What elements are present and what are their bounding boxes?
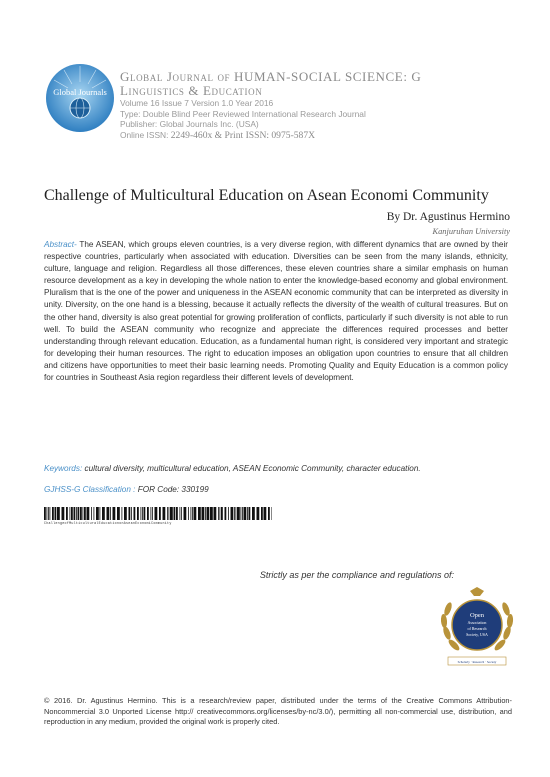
barcode-bar bbox=[244, 507, 247, 520]
barcode-bar bbox=[225, 507, 227, 520]
barcode-bar bbox=[176, 507, 178, 520]
barcode-bar bbox=[78, 507, 80, 520]
classification-label: GJHSS-G Classification : bbox=[44, 485, 136, 494]
barcode-bar bbox=[62, 507, 65, 520]
article-author: By Dr. Agustinus Hermino bbox=[386, 211, 510, 223]
barcode-bar bbox=[74, 507, 76, 520]
author-affiliation: Kanjuruhan University bbox=[432, 227, 510, 236]
barcode-bar bbox=[52, 507, 54, 520]
barcode-bar bbox=[184, 507, 187, 520]
barcode-bar bbox=[218, 507, 219, 520]
barcode-bar bbox=[57, 507, 60, 520]
barcode-bar bbox=[144, 507, 146, 520]
barcode-bar bbox=[102, 507, 105, 520]
seal-line-1: Open bbox=[469, 612, 485, 619]
barcode-bar bbox=[71, 507, 73, 520]
barcode-bar bbox=[141, 507, 142, 520]
barcode-bar bbox=[249, 507, 251, 520]
abstract bbox=[44, 239, 508, 384]
online-issn: 2249-460x bbox=[170, 129, 213, 141]
keywords-label: Keywords: bbox=[44, 464, 83, 473]
global-journals-logo bbox=[44, 62, 116, 134]
barcode-bar bbox=[174, 507, 176, 520]
barcode-bar bbox=[113, 507, 116, 520]
journal-name: Global Journal of HUMAN-SOCIAL SCIENCE: G bbox=[120, 69, 422, 84]
barcode-bar bbox=[207, 507, 210, 520]
barcode-bar bbox=[264, 507, 267, 520]
barcode-bar bbox=[170, 507, 173, 520]
journal-header bbox=[120, 70, 520, 141]
barcode-bar bbox=[142, 507, 143, 520]
barcode-bar bbox=[94, 507, 95, 520]
logo-text: Global Journals bbox=[53, 87, 107, 97]
barcode-bar bbox=[84, 507, 86, 520]
barcode-bar bbox=[180, 507, 181, 520]
barcode-text: ChallengeofMulticulturalEducationonAseanEconomiCommunity bbox=[44, 521, 172, 525]
journal-volume: Volume 16 Issue 7 Version 1.0 Year 2016 bbox=[120, 98, 274, 108]
barcode-bar bbox=[237, 507, 240, 520]
barcode-bar bbox=[159, 507, 161, 520]
barcode-bar bbox=[220, 507, 221, 520]
seal-line-3: of Research bbox=[467, 626, 487, 631]
barcode-bar bbox=[107, 507, 110, 520]
barcode-bar bbox=[272, 507, 273, 520]
barcode-bar bbox=[100, 507, 101, 520]
classification-code: FOR Code: 330199 bbox=[137, 485, 209, 494]
barcode-bar bbox=[214, 507, 217, 520]
barcode-bar bbox=[194, 507, 197, 520]
barcode-bar bbox=[151, 507, 152, 520]
barcode-bar bbox=[134, 507, 136, 520]
seal-ribbon-text: Scholarly · Research · Society bbox=[457, 660, 497, 664]
barcode-bar bbox=[231, 507, 234, 520]
barcode-bar bbox=[210, 507, 213, 520]
abstract-text: The ASEAN, which groups eleven countries, is a very diverse region, with different dynamics that are owned by their respective countries, particularly when associated with education. Diversities can be seen from the many islands, ethnicity, culture, language and religion. Regardless all those differences, these eleven countries share a similar emphasis on human resource development as a key in developing the whole nation to enter the knowledge-based economy and global environment. Pluralism that is the one of the power and uniqueness in the ASEAN economic community that can be interpreted as diversity in unity. Diversity, on the one hand is a blessing, because it actually reflects the diversity of the wealth of cultural treasures. But on the other hand, diversity is also great potential for growing proliferation of conflicts, particularly if such diversity is not able to run well. To build the ASEAN community who recognize and appreciate the differences required processes and better understanding through relevant education. Education, as a fundamental human right, is considered very important and strategic for developing their human resources. The right to education imposes an obligation upon countries to ensure that all children and citizens have opportunities to meet their basic learning needs. Promoting Quality and Equity Education is a common policy for countries in Southeast Asia region regardless their different levels of development. bbox=[44, 240, 508, 383]
license-text: © 2016. Dr. Agustinus Hermino. This is a research/review paper, distributed under the terms of the Creative Commons Attribution-Noncommercial 3.0 Unported License http:// creativecommons.org/licenses/by-nc/3.0/), permitting all non-commercial use, distribution, and reproduction in any medium, provided the original work is properly cited. bbox=[44, 696, 512, 727]
barcode-bar bbox=[70, 507, 71, 520]
barcode-bar bbox=[228, 507, 229, 520]
barcode-bar bbox=[131, 507, 132, 520]
barcode-bar bbox=[152, 507, 153, 520]
barcode-bar bbox=[124, 507, 127, 520]
article-title: Challenge of Multicultural Education on Asean Economi Community bbox=[44, 187, 489, 204]
barcode-bar bbox=[192, 507, 193, 520]
barcode-bar bbox=[221, 507, 223, 520]
barcode-bar bbox=[257, 507, 260, 520]
seal-line-2: Association bbox=[467, 620, 487, 625]
print-issn: 0975-587X bbox=[271, 129, 316, 141]
barcode-bar bbox=[48, 507, 49, 520]
seal-line-4: Society, USA bbox=[466, 632, 488, 637]
barcode-bar bbox=[241, 507, 242, 520]
barcode-bar bbox=[55, 507, 57, 520]
barcode-bar bbox=[122, 507, 123, 520]
keywords bbox=[44, 464, 514, 473]
barcode bbox=[44, 507, 272, 520]
barcode-bar bbox=[202, 507, 205, 520]
barcode-bar bbox=[110, 507, 111, 520]
barcode-bar bbox=[234, 507, 235, 520]
barcode-bar bbox=[83, 507, 84, 520]
journal-section: Linguistics & Education bbox=[120, 83, 263, 98]
barcode-bar bbox=[137, 507, 139, 520]
barcode-bar bbox=[117, 507, 120, 520]
barcode-bar bbox=[247, 507, 248, 520]
barcode-bar bbox=[76, 507, 77, 520]
barcode-bar bbox=[147, 507, 149, 520]
barcode-bar bbox=[155, 507, 158, 520]
barcode-bar bbox=[191, 507, 192, 520]
barcode-bar bbox=[80, 507, 82, 520]
barcode-bar bbox=[261, 507, 263, 520]
open-association-seal bbox=[436, 587, 518, 677]
barcode-bar bbox=[66, 507, 68, 520]
barcode-bar bbox=[50, 507, 51, 520]
barcode-bar bbox=[252, 507, 255, 520]
barcode-bar bbox=[44, 507, 46, 520]
barcode-bar bbox=[96, 507, 99, 520]
barcode-bar bbox=[205, 507, 206, 520]
barcode-bar bbox=[91, 507, 92, 520]
compliance-text: Strictly as per the compliance and regulations of: bbox=[259, 570, 454, 580]
barcode-bar bbox=[163, 507, 166, 520]
barcode-bar bbox=[181, 507, 182, 520]
abstract-label: Abstract- bbox=[44, 240, 77, 249]
barcode-bar bbox=[169, 507, 170, 520]
keywords-text: cultural diversity, multicultural education, ASEAN Economic Community, character education. bbox=[84, 464, 421, 473]
barcode-bar bbox=[47, 507, 48, 520]
journal-issn: Online ISSN: 2249-460x & Print ISSN: 0975-587X bbox=[120, 129, 316, 141]
classification bbox=[44, 485, 209, 494]
barcode-bar bbox=[236, 507, 237, 520]
barcode-bar bbox=[188, 507, 189, 520]
barcode-bar bbox=[268, 507, 270, 520]
journal-publisher: Publisher: Global Journals Inc. (USA) bbox=[120, 119, 259, 130]
barcode-bar bbox=[167, 507, 168, 520]
barcode-bar bbox=[129, 507, 131, 520]
barcode-bar bbox=[242, 507, 243, 520]
journal-type: Type: Double Blind Peer Reviewed International Research Journal bbox=[120, 108, 366, 119]
barcode-bar bbox=[87, 507, 90, 520]
barcode-bar bbox=[198, 507, 201, 520]
